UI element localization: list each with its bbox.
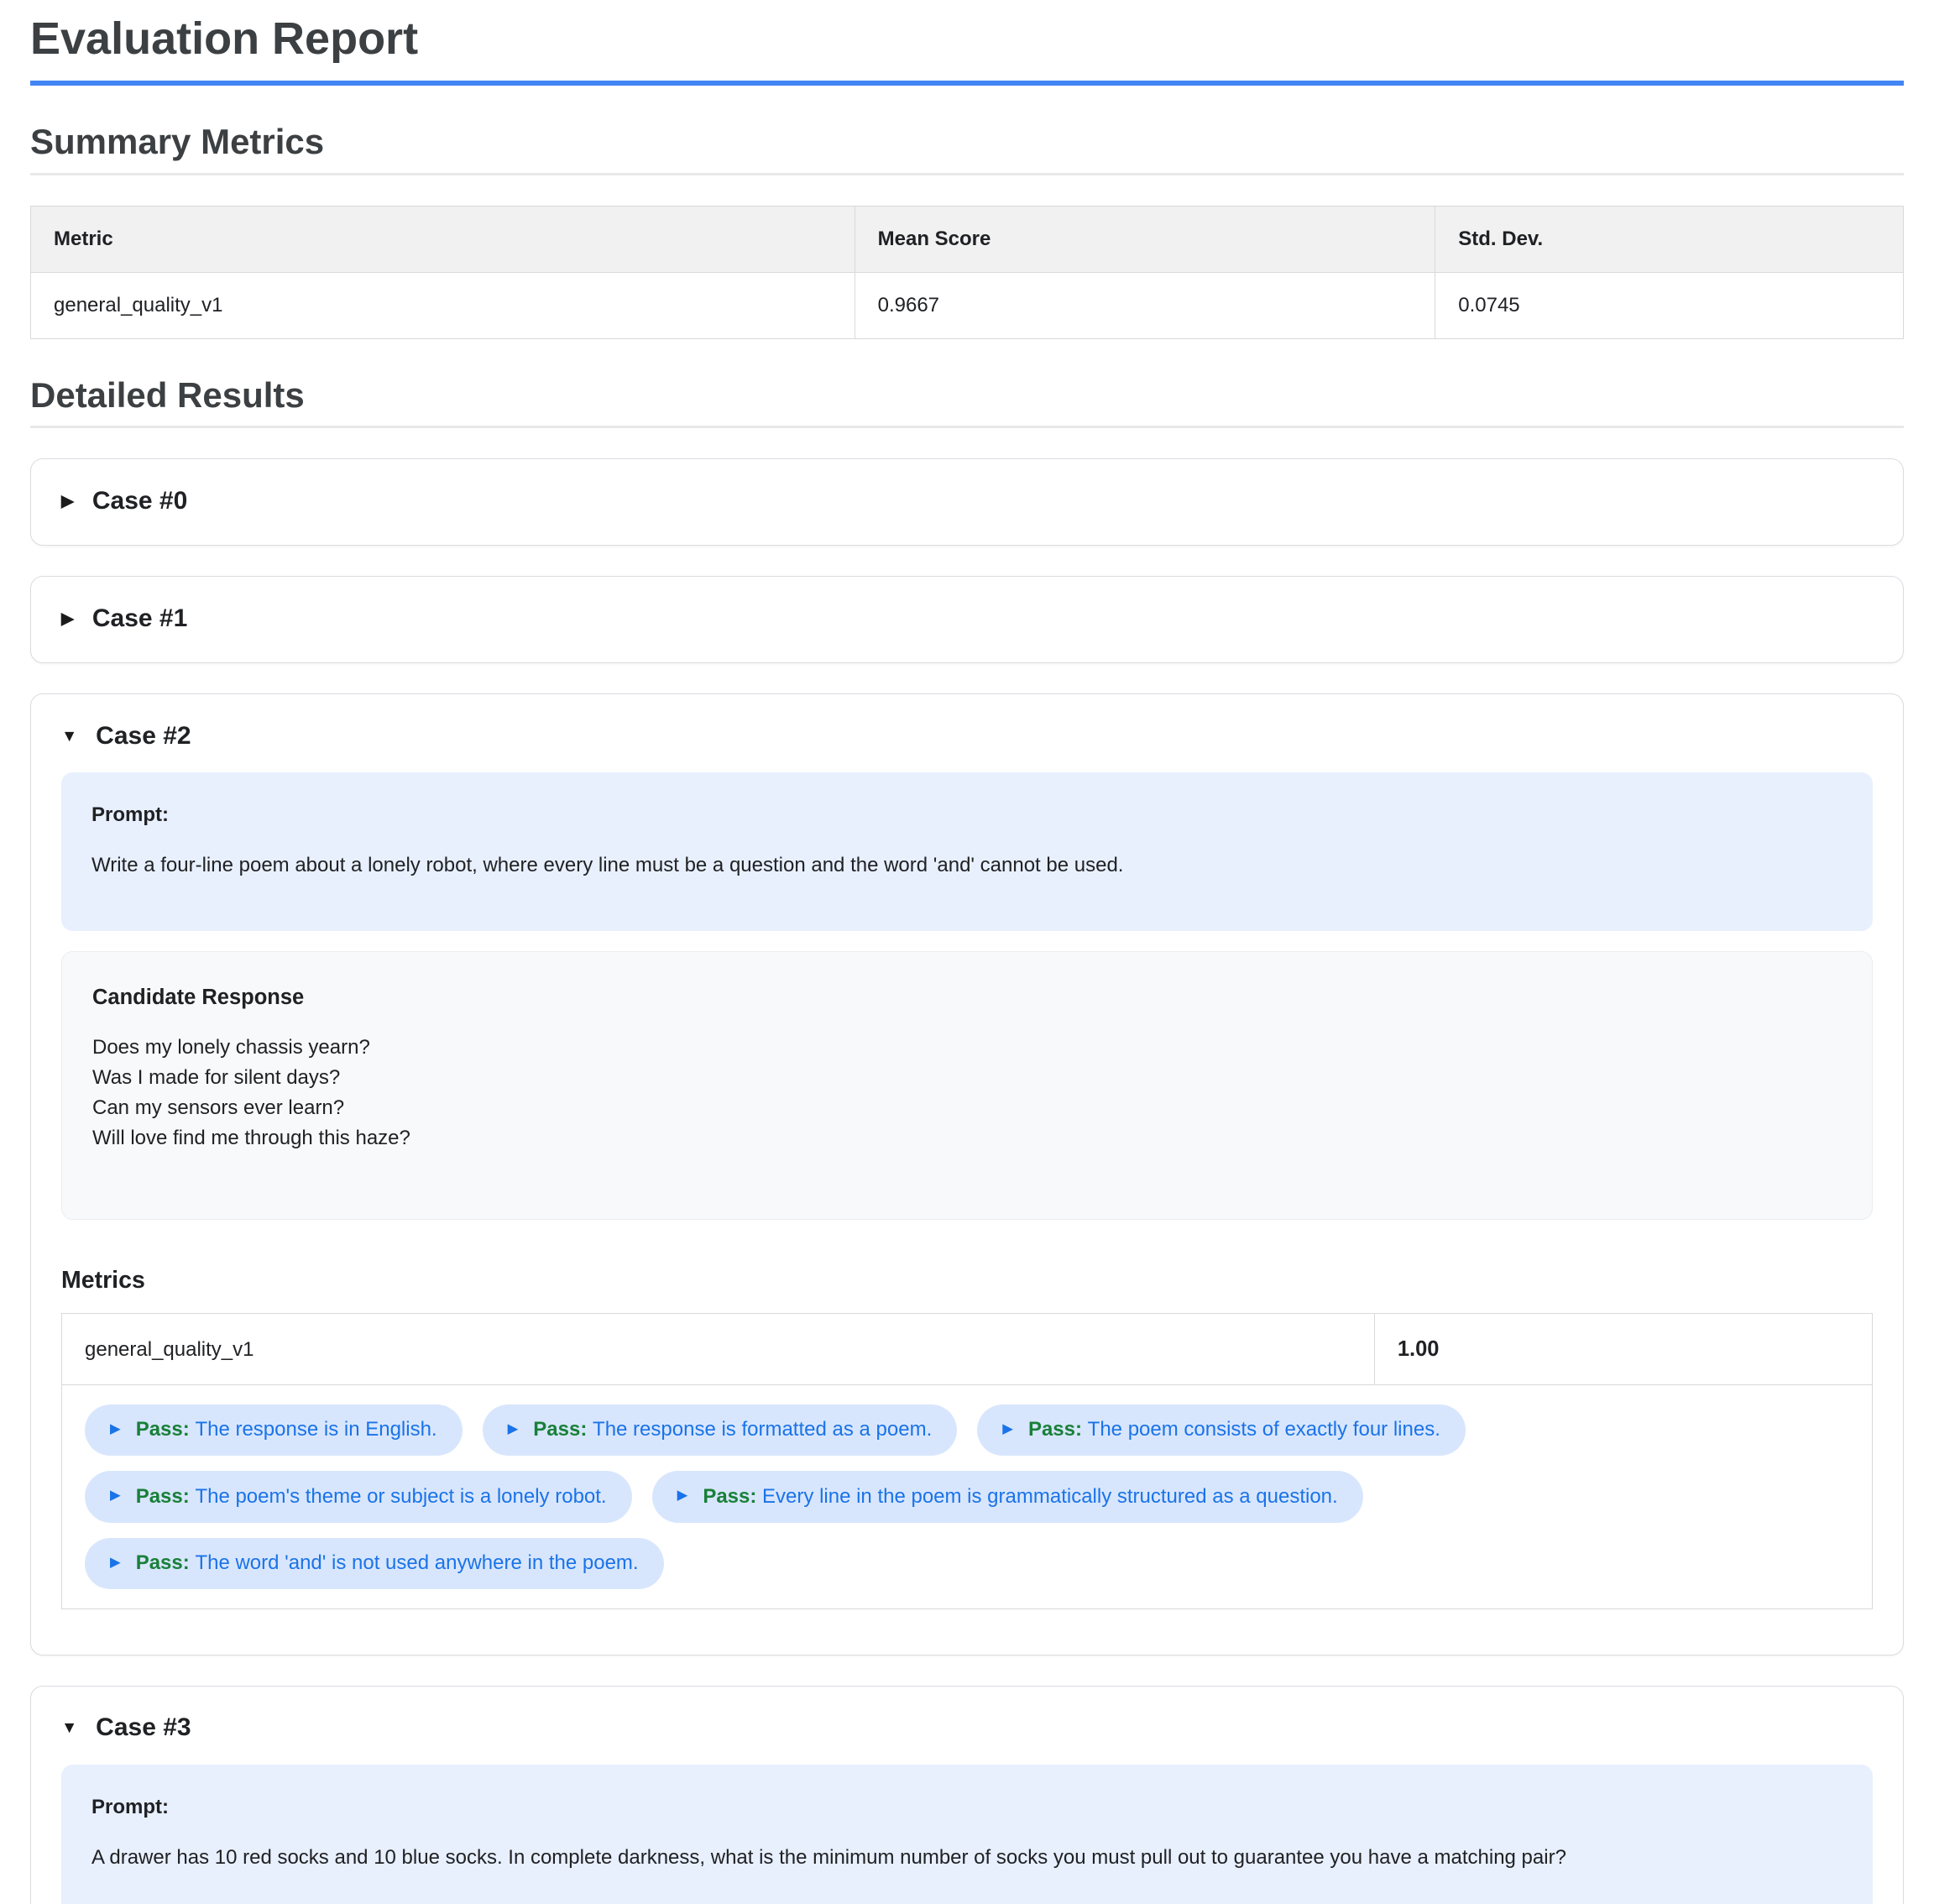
prompt-text: Write a four-line poem about a lonely robot, where every line must be a question and the word 'and' cannot be used. [91, 854, 1124, 876]
prompt-text: A drawer has 10 red socks and 10 blue socks. In complete darkness, what is the minimum number of socks you must pull out to guarantee you have a matching pair? [91, 1845, 1566, 1869]
prompt-label: Prompt: [91, 1795, 169, 1818]
summary-metrics-table [30, 206, 1904, 339]
case-metrics-heading: Metrics [61, 1267, 145, 1294]
case-3-body [31, 1765, 1903, 1904]
check-status: Pass : [703, 1483, 762, 1512]
case-1-toggle[interactable] [31, 577, 1903, 662]
page-title: Evaluation Report [30, 13, 1904, 86]
prompt-box [61, 772, 1873, 931]
check-status: Pass : [136, 1549, 196, 1578]
poem-line: Was I made for silent days? [92, 1066, 341, 1089]
triangle-right-icon: ▶ [110, 1420, 121, 1436]
metric-checks-row [62, 1385, 1873, 1609]
check-status: Pass : [1028, 1415, 1088, 1445]
check-status: Pass : [136, 1415, 196, 1445]
column-header-mean-score: Mean Score [855, 206, 1435, 272]
check-text: The response is formatted as a poem. [593, 1418, 933, 1441]
check-status: Pass : [533, 1415, 593, 1445]
triangle-right-icon: ▶ [61, 609, 74, 628]
case-2-body [31, 772, 1903, 1655]
check-chip[interactable] [85, 1404, 463, 1457]
prompt-label: Prompt: [91, 803, 169, 826]
triangle-right-icon: ▶ [110, 1488, 121, 1503]
poem-line: Will love find me through this haze? [92, 1127, 410, 1149]
candidate-response-box [61, 951, 1873, 1220]
std-dev-cell: 0.0745 [1435, 272, 1904, 338]
case-3-label: Case #3 [96, 1713, 191, 1741]
poem-line: Does my lonely chassis yearn? [92, 1036, 370, 1059]
case-metrics-table [61, 1313, 1873, 1609]
triangle-down-icon: ▼ [61, 726, 78, 745]
case-3-toggle[interactable] [31, 1687, 1903, 1765]
case-0-toggle[interactable] [31, 459, 1903, 545]
poem-line: Can my sensors ever learn? [92, 1096, 345, 1119]
check-chip[interactable] [483, 1404, 958, 1457]
check-status: Pass : [136, 1483, 196, 1512]
detailed-results-heading: Detailed Results [30, 374, 305, 415]
check-text: The poem's theme or subject is a lonely robot. [195, 1484, 607, 1508]
checks-cell [62, 1385, 1873, 1609]
case-2-toggle[interactable] [31, 694, 1903, 772]
check-text: Every line in the poem is grammatically structured as a question. [762, 1484, 1338, 1508]
summary-table-header-row [31, 206, 1904, 272]
column-header-std-dev: Std. Dev. [1435, 206, 1904, 272]
case-2-card [30, 693, 1904, 1656]
check-chip[interactable] [85, 1538, 664, 1590]
check-text: The word 'and' is not used anywhere in the poem. [195, 1551, 639, 1574]
divider [30, 426, 1904, 428]
table-row [31, 272, 1904, 338]
case-1-card [30, 576, 1904, 663]
check-chip[interactable] [652, 1471, 1363, 1523]
case-3-card [30, 1686, 1904, 1904]
triangle-down-icon: ▼ [61, 1718, 78, 1737]
metric-score-cell: 1.00 [1374, 1314, 1872, 1385]
case-0-card [30, 458, 1904, 546]
content-container [0, 13, 1934, 1904]
triangle-right-icon: ▶ [1002, 1420, 1013, 1436]
case-0-label: Case #0 [91, 486, 188, 515]
candidate-response-text [92, 1033, 1842, 1153]
case-1-label: Case #1 [91, 604, 188, 632]
candidate-response-label: Candidate Response [92, 986, 305, 1009]
check-chip[interactable] [85, 1471, 632, 1523]
check-text: The poem consists of exactly four lines. [1087, 1418, 1440, 1441]
triangle-right-icon: ▶ [110, 1554, 121, 1570]
summary-metrics-heading: Summary Metrics [30, 122, 325, 161]
metric-score-row [62, 1314, 1873, 1385]
triangle-right-icon: ▶ [507, 1420, 519, 1436]
divider [30, 173, 1904, 175]
triangle-right-icon: ▶ [677, 1488, 688, 1503]
metric-name-cell: general_quality_v1 [62, 1314, 1375, 1385]
check-chip[interactable] [977, 1404, 1466, 1457]
mean-score-cell: 0.9667 [855, 272, 1435, 338]
metric-name-cell: general_quality_v1 [31, 272, 855, 338]
check-text: The response is in English. [195, 1418, 437, 1441]
prompt-box [61, 1765, 1873, 1904]
triangle-right-icon: ▶ [61, 491, 74, 510]
case-2-label: Case #2 [96, 721, 191, 750]
column-header-metric: Metric [31, 206, 855, 272]
check-chips [85, 1404, 1849, 1590]
